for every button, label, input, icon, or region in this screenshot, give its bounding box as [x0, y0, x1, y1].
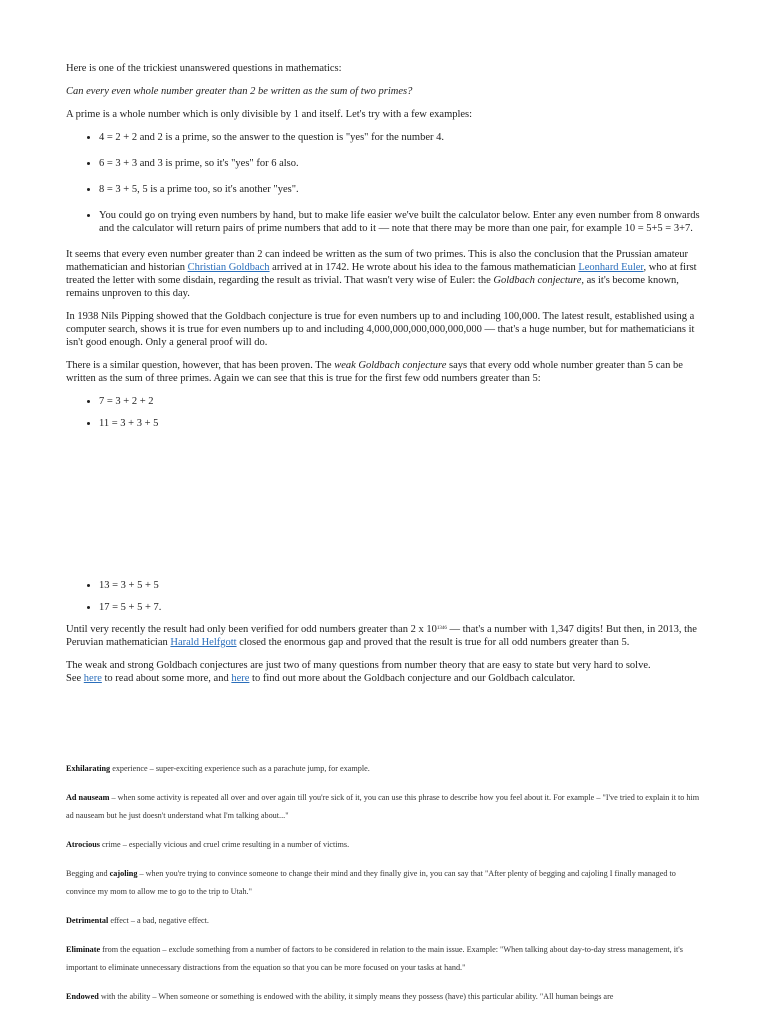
pipping-paragraph: In 1938 Nils Pipping showed that the Goldbach conjecture is true for even numbers up to and including 100,000. The latest result, established using a computer search, shows it is true for even numbers up to and including 4,000,000,000,000,000,000 — that's a huge number, but for mathematicians it isn't good enough. Only a general proof will do. — [66, 311, 695, 348]
glossary-entry — [66, 912, 706, 930]
odd-examples-list — [66, 395, 702, 430]
list-item: • You could go on trying even numbers by hand, but to make life easier we've built the calculator below. Enter any even number from 8 onwards and the calculator will return pairs of prime numbers that add to it — note that there may be more than one pair, for example 10 = 5+5 = 3+7. — [99, 209, 702, 235]
glossary-term: Exhilarating — [66, 764, 111, 773]
text-span: , who at first treated the letter with some disdain, regarding the result as trivial. That wasn't very wise of Euler: the — [66, 262, 697, 286]
text-span: There is a similar question, however, that has been proven. The — [66, 360, 335, 371]
blank-space — [66, 439, 702, 579]
text-span: closed the enormous gap and proved that the result is true for all odd numbers greater than 5. — [236, 637, 630, 648]
glossary-definition: experience – super-exciting experience such as a parachute jump, for example. — [110, 764, 370, 773]
text-span: arrived at in 1742. He wrote about his idea to the famous mathematician — [269, 262, 579, 273]
weak-conjecture-paragraph — [66, 359, 702, 385]
text-span: to read about some more, and — [101, 673, 232, 684]
list-item: • 17 = 5 + 5 + 7. — [99, 601, 702, 614]
helfgott-paragraph — [66, 623, 702, 649]
list-item: • 4 = 2 + 2 and 2 is a prime, so the answer to the question is "yes" for the number 4. — [99, 131, 702, 144]
leonhard-euler-link[interactable]: Leonhard Euler — [578, 262, 644, 273]
glossary-term: Endowed — [66, 992, 99, 1001]
intro-paragraph: Here is one of the trickiest unanswered questions in mathematics: — [66, 63, 342, 74]
list-item: • 6 = 3 + 3 and 3 is prime, so it's "yes" for 6 also. — [99, 157, 702, 170]
glossary-term: Ad nauseam — [66, 793, 110, 802]
glossary-definition: – when you're trying to convince someone to change their mind and they finally give in, you can say that "After plenty of begging and cajoling I finally managed to convince my mom to allow me to go to the trip to Utah." — [66, 869, 676, 896]
glossary-term: Atrocious — [66, 840, 100, 849]
glossary-term: Eliminate — [66, 945, 101, 954]
glossary-entry — [66, 941, 706, 977]
question-paragraph — [66, 85, 702, 98]
text-span: The weak and strong Goldbach conjectures are just two of many questions from number theory that are easy to state but very hard to solve. — [66, 660, 651, 671]
article — [66, 62, 702, 695]
text-span: — that's a number with 1,347 digits! But then, in 2013, the Peruvian mathematician — [66, 624, 697, 648]
glossary-definition: effect – a bad, negative effect. — [108, 916, 209, 925]
text-span: , as it's become known, remains unproven to this day. — [66, 275, 679, 299]
here-link-more-questions[interactable]: here — [83, 673, 102, 684]
glossary-definition: crime – especially vicious and cruel crime resulting in a number of victims. — [99, 840, 350, 849]
glossary — [66, 760, 706, 1017]
glossary-term: cajoling — [109, 869, 138, 878]
exponent: 1346 — [436, 626, 447, 631]
goldbach-history-paragraph — [66, 248, 702, 300]
glossary-entry — [66, 865, 706, 901]
entry-prefix: Begging and — [66, 869, 110, 878]
text-span: Until very recently the result had only been verified for odd numbers greater than 2 x 10 — [66, 624, 437, 635]
list-item: • 7 = 3 + 2 + 2 — [99, 395, 702, 408]
christian-goldbach-link[interactable]: Christian Goldbach — [187, 262, 270, 273]
text-span: says that every odd whole number greater than 5 can be written as the sum of three primes. Again we can see that this is true for the first few odd numbers greater than 5: — [66, 360, 683, 384]
glossary-entry — [66, 836, 706, 854]
glossary-term: Detrimental — [66, 916, 109, 925]
question-text: Can every even whole number greater than 2 be written as the sum of two primes? — [66, 86, 413, 97]
list-item: • 11 = 3 + 3 + 5 — [99, 417, 702, 430]
glossary-definition: from the equation – exclude something from a number of factors to be considered in relation to the main issue. Example: "When talking about day-to-day stress management, it's important to eliminate unnecessary distractions from the equation so that you can be more focused on your tasks at hand." — [66, 945, 683, 972]
weak-goldbach-term: weak Goldbach conjecture — [334, 360, 447, 371]
glossary-definition: with the ability – When someone or something is endowed with the ability, it simply means they possess (have) this particular ability. "All human beings are — [98, 992, 614, 1001]
even-examples-list — [66, 131, 702, 235]
odd-examples-list-continued — [66, 579, 702, 614]
text-span: It seems that every even number greater than 2 can indeed be written as the sum of two primes. This is also the conclusion that the Prussian amateur mathematician and historian — [66, 249, 689, 273]
glossary-entry — [66, 988, 706, 1006]
here-link-goldbach[interactable]: here — [231, 673, 250, 684]
closing-paragraph — [66, 659, 702, 685]
glossary-definition: – when some activity is repeated all over and over again till you're sick of it, you can use this phrase to describe how you feel about it. For example – "I've tried to explain it to him ad nauseam but he just doesn't understand what I'm talking about..." — [66, 793, 700, 820]
harald-helfgott-link[interactable]: Harald Helfgott — [170, 637, 237, 648]
text-span: See — [66, 673, 84, 684]
glossary-entry — [66, 789, 706, 825]
text-span: to find out more about the Goldbach conjecture and our Goldbach calculator. — [249, 673, 576, 684]
list-item: • 13 = 3 + 5 + 5 — [99, 579, 702, 592]
glossary-entry — [66, 760, 706, 778]
goldbach-conjecture-term: Goldbach conjecture — [493, 275, 582, 286]
list-item: • 8 = 3 + 5, 5 is a prime too, so it's another "yes". — [99, 183, 702, 196]
prime-definition: A prime is a whole number which is only divisible by 1 and itself. Let's try with a few examples: — [66, 109, 473, 120]
